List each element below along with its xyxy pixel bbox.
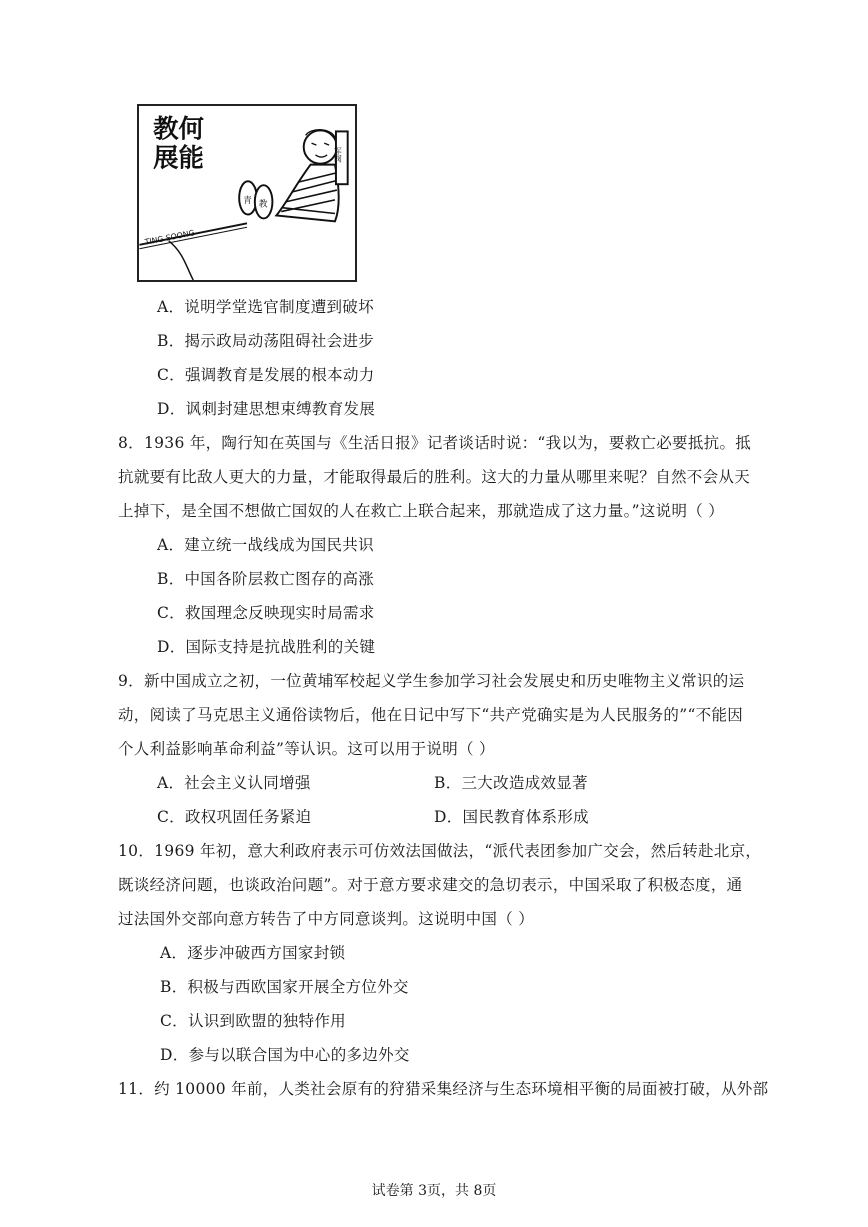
q10-stem-line-3: 过法国外交部向意方转告了中方同意谈判。这说明中国（ ） [118,910,535,928]
q10-stem-line-1: 10．1969 年初，意大利政府表示可仿效法国做法，“派代表团参加广交会，然后转赴北京， [118,842,762,860]
q8-option-d: D．国际支持是抗战胜利的关键 [157,638,376,656]
q8-option-b: B．中国各阶层救亡图存的高涨 [157,570,375,588]
q9-option-b: B．三大改造成效显著 [434,774,588,792]
cartoon-title-line-1: 教何 [153,113,204,144]
q8-option-c: C．救国理念反映现实时局需求 [157,604,375,622]
q8-stem-line-2: 抗就要有比敌人更大的力量，才能取得最后的胜利。这大的力量从哪里来呢？自然不会从天 [118,468,751,486]
warlord-sign [333,131,347,184]
q10-stem-line-2: 既谈经济问题，也谈政治问题”。对于意方要求建交的急切表示，中国采取了积极态度，通 [118,876,743,894]
q7-option-d: D．讽刺封建思想束缚教育发展 [157,400,376,418]
q10-option-a: A．逐步冲破西方国家封锁 [160,944,346,962]
q8-stem-line-1: 8．1936 年，陶行知在英国与《生活日报》记者谈话时说：“我以为，要救亡必要抵抗。抵 [118,434,752,452]
q7-option-c: C．强调教育是发展的根本动力 [157,366,375,384]
shoes [239,181,272,218]
cartoon-image [137,104,357,282]
q10-option-c: C．认识到欧盟的独特作用 [160,1012,346,1030]
page-footer: 试卷第 3页，共 8页 [371,1183,497,1199]
q9-option-d: D．国民教育体系形成 [434,808,589,826]
ground-path [139,223,247,280]
q8-stem-line-3: 上掉下，是全国不想做亡国奴的人在救亡上联合起来，那就造成了这力量。”这说明（ ） [118,502,725,520]
bound-figure [276,130,338,222]
q10-option-b: B．积极与西欧国家开展全方位外交 [160,978,409,996]
shoe-label-2: 教 [258,199,268,210]
shoe-label-1: 青 [243,195,252,206]
q11-stem-line-1: 11．约 10000 年前，人类社会原有的狩猎采集经济与生态环境相平衡的局面被打破，从外部 [118,1080,769,1098]
q7-option-a: A．说明学堂选官制度遭到破坏 [157,298,374,316]
cartoon-drawing [139,106,355,280]
sign-label: 军阀 [333,147,343,163]
q8-option-a: A．建立统一战线成为国民共识 [157,536,374,554]
q9-option-c: C．政权巩固任务紧迫 [157,808,312,826]
ground-label: TING SOONG [144,228,196,247]
q9-stem-line-2: 动，阅读了马克思主义通俗读物后，他在日记中写下“共产党确实是为人民服务的”“不能因 [118,706,744,724]
q10-option-d: D．参与以联合国为中心的多边外交 [160,1046,410,1064]
q9-option-a: A．社会主义认同增强 [157,774,311,792]
cartoon-title-line-2: 展能 [153,142,204,173]
q9-stem-line-3: 个人利益影响革命利益”等认识。这可以用于说明（ ） [118,740,495,758]
q7-option-b: B．揭示政局动荡阻碍社会进步 [157,332,375,350]
q9-stem-line-1: 9．新中国成立之初，一位黄埔军校起义学生参加学习社会发展史和历史唯物主义常识的运 [118,672,745,690]
